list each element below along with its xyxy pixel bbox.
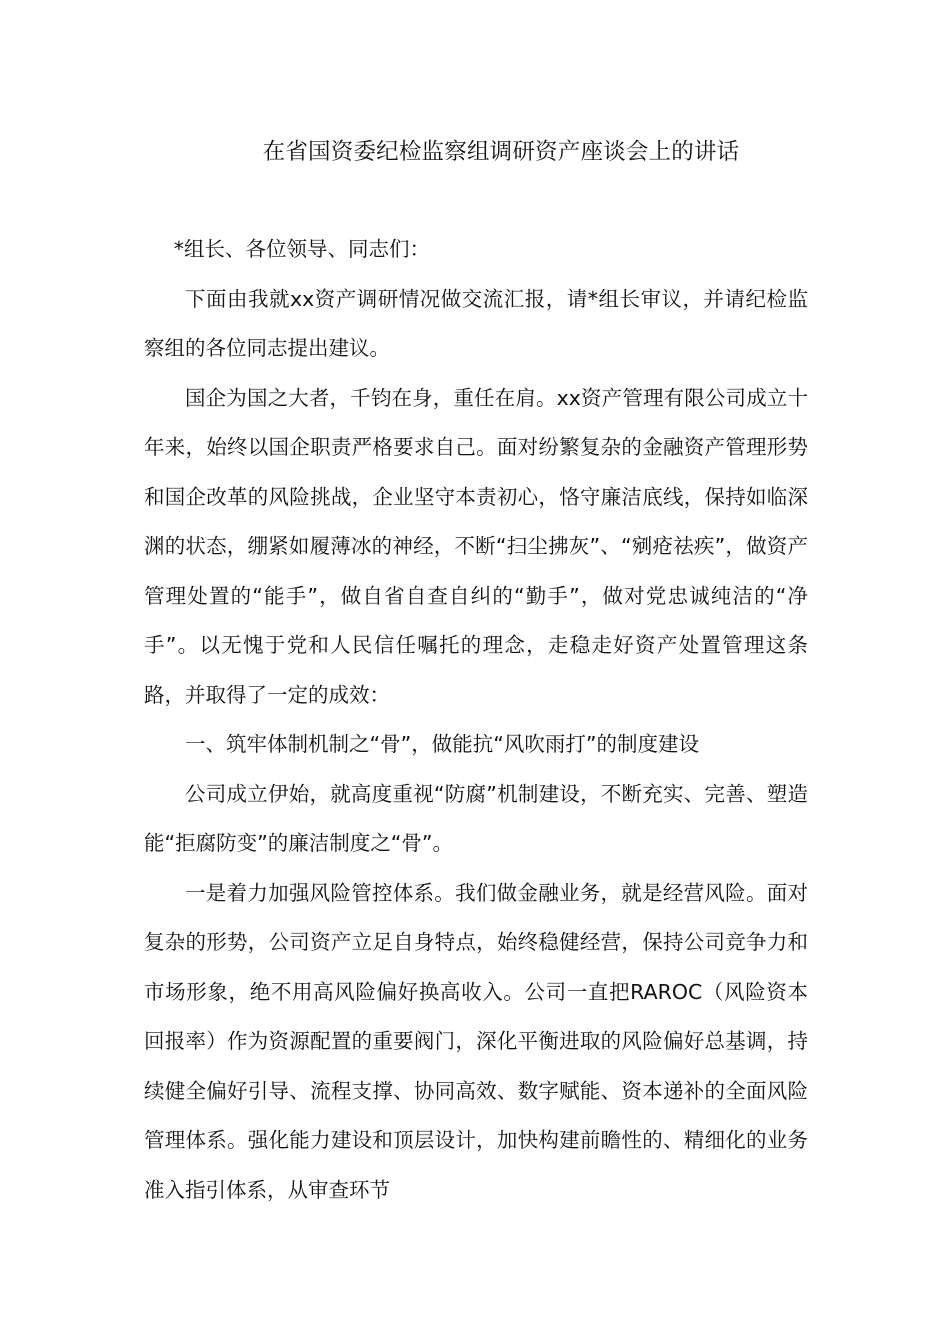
document-title: 在省国资委纪检监察组调研资产座谈会上的讲话 (262, 139, 740, 165)
risk-control-paragraph: 一是着力加强风险管控体系。我们做金融业务，就是经营风险。面对复杂的形势，公司资产立足自身特点，始终稳健经营，保持公司竞争力和市场形象，绝不用高风险偏好换高收入。公司一直把RAROC（风险资本回报率）作为资源配置的重要阀门，深化平衡进取的风险偏好总基调，持续健全偏好引导、流程支撑、协同高效、数字赋能、资本递补的全面风险管理体系。强化能力建设和顶层设计，加快构建前瞻性的、精细化的业务准入指引体系，从审查环节 (144, 880, 808, 1202)
document-body (144, 225, 808, 1215)
section-heading: 一、筑牢体制机制之“骨”，做能抗“风吹雨打”的制度建设 (185, 732, 699, 756)
overview-paragraph: 国企为国之大者，千钧在身，重任在肩。xx资产管理有限公司成立十年来，始终以国企职责严格要求自己。面对纷繁复杂的金融资产管理形势和国企改革的风险挑战，企业坚守本责初心，恪守廉洁底线，保持如临深渊的状态，绷紧如履薄冰的神经，不断“扫尘拂灰”、“剜疮祛疾”，做资产管理处置的“能手”，做自省自查自纠的“勤手”，做对党忠诚纯洁的“净手”。以无愧于党和人民信任嘱托的理念，走稳走好资产处置管理这条路，并取得了一定的成效： (144, 385, 808, 707)
intro-paragraph: 下面由我就xx资产调研情况做交流汇报，请*组长审议，并请纪检监察组的各位同志提出建议。 (144, 286, 808, 360)
salutation-paragraph: *组长、各位领导、同志们： (173, 237, 430, 261)
section-intro-paragraph: 公司成立伊始，就高度重视“防腐”机制建设，不断充实、完善、塑造能“拒腐防变”的廉洁制度之“骨”。 (144, 781, 808, 855)
